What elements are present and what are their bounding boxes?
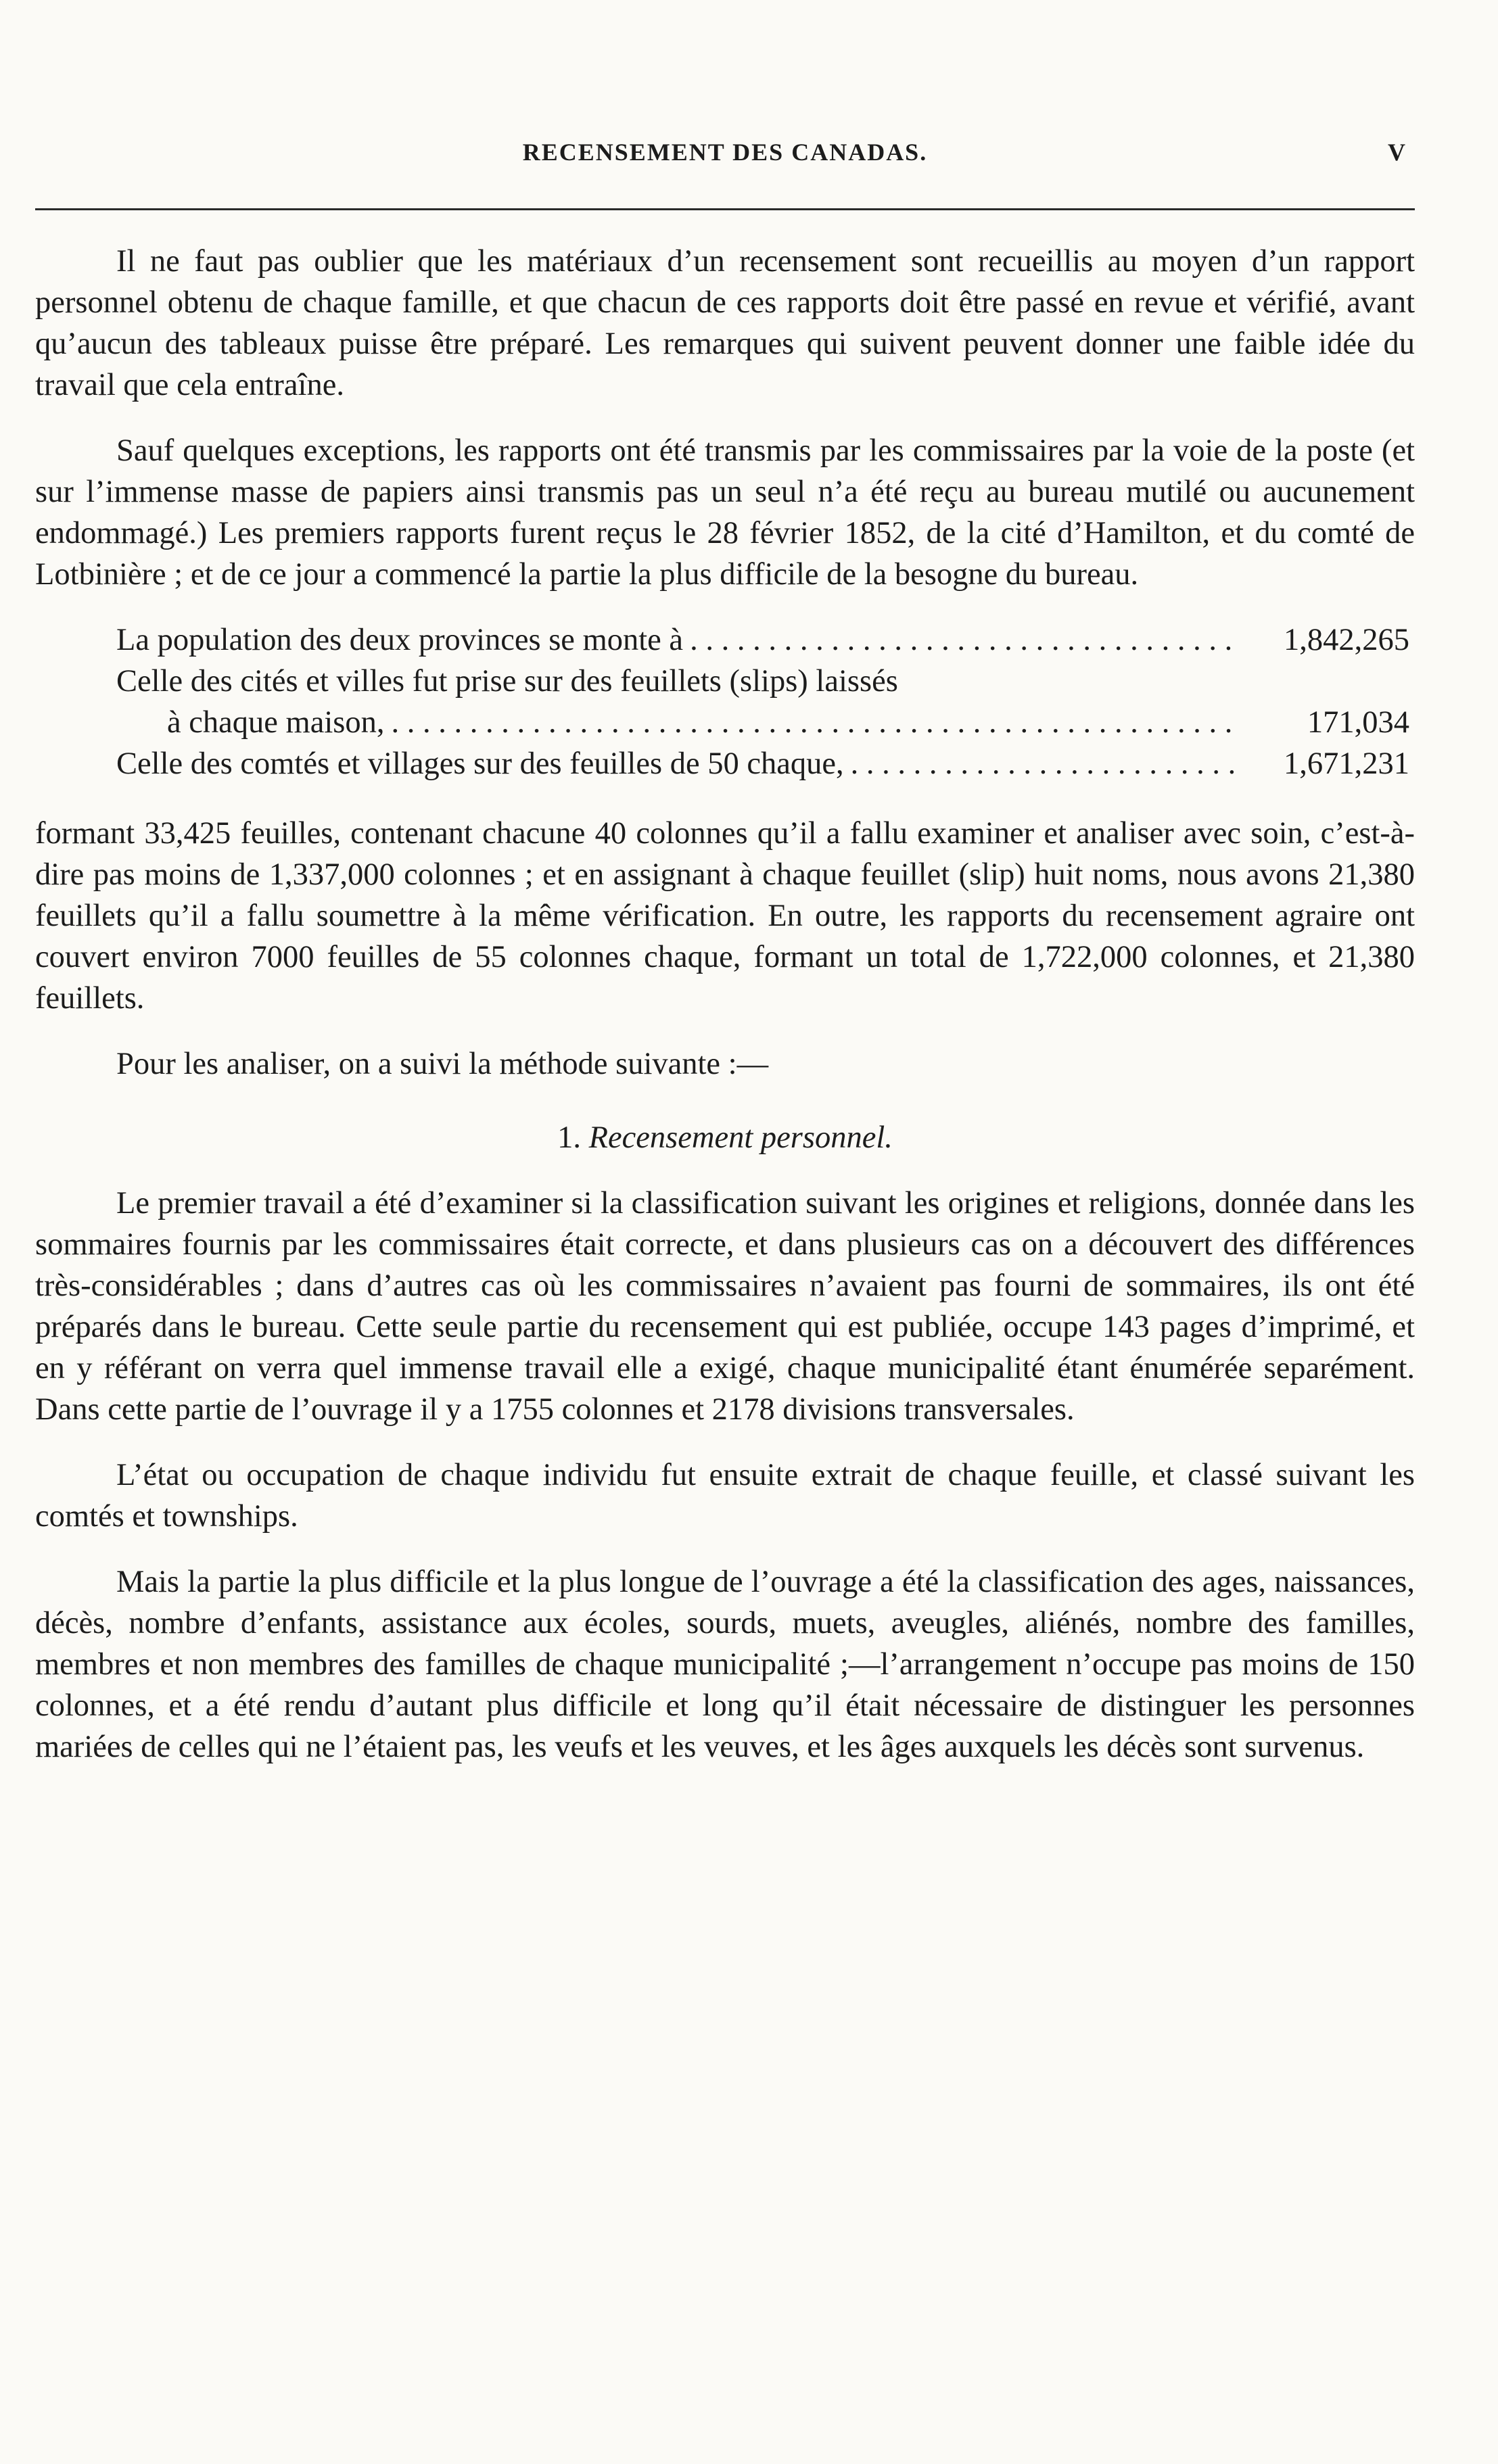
stat-label: Celle des cités et villes fut prise sur des feuillets (slips) laissés [116,664,898,698]
body-text [35,241,1415,1768]
dot-leader [690,619,1234,661]
stat-value: 1,842,265 [1284,623,1409,657]
paragraph: Mais la partie la plus difficile et la plus longue de l’ouvrage a été la classification des ages, naissances, décès, nombre d’enfants, assistance aux écoles, sourds, muets, aveugles, aliénés, nombre des familles, membres et non membres des familles de chaque municipalité ;—l’arrangement n’occupe pas moins de 150 colonnes, et a été rendu d’autant plus difficile et long qu’il était nécessaire de distinguer les personnes mariées de celles qui ne l’étaient pas, les veufs et les veuves, et les âges auxquels les décès sont survenus. [35,1565,1415,1764]
section-heading [35,1117,1415,1158]
header-rule [35,208,1415,210]
stat-line [35,619,1415,661]
dot-leader [392,702,1234,743]
paragraph: Il ne faut pas oublier que les matériaux d’un recensement sont recueillis au moyen d’un rapport personnel obtenu de chaque famille, et que chacun de ces rapports doit être passé en revue et vérifié, avant qu’aucun des tableaux puisse être préparé. Les remarques qui suivent peuvent donner une faible idée du travail que cela entraîne. [35,244,1415,402]
paragraph: Sauf quelques exceptions, les rapports ont été transmis par les commissaires par la voie de la poste (et sur l’immense masse de papiers ainsi transmis pas un seul n’a été reçu au bureau mutilé ou aucunement endommagé.) Les premiers rapports furent reçus le 28 février 1852, de la cité d’Hamilton, et du comté de Lotbinière ; et de ce jour a commencé la partie la plus difficile de la besogne du bureau. [35,433,1415,592]
section-title: Recensement personnel. [588,1120,893,1155]
paragraph: Pour les analiser, on a suivi la méthode suivante :— [116,1047,769,1081]
statistics-list [35,619,1415,784]
page-number: V [1388,139,1405,166]
paragraph: formant 33,425 feuilles, contenant chacune 40 colonnes qu’il a fallu examiner et analiser avec soin, c’est-à-dire pas moins de 1,337,000 colonnes ; et en assignant à chaque feuillet (slip) huit noms, nous avons 21,380 feuillets qu’il a fallu soumettre à la même vérification. En outre, les rapports du recensement agraire ont couvert environ 7000 feuilles de 55 colonnes chaque, formant un total de 1,722,000 colonnes, et 21,380 feuillets. [35,816,1415,1016]
stat-line [35,661,1415,743]
stat-label-continued: à chaque maison, [167,705,385,740]
section-number: 1. [557,1120,581,1155]
dot-leader [851,743,1234,784]
running-title: RECENSEMENT DES CANADAS. [522,139,928,166]
stat-value: 171,034 [1307,705,1409,740]
paragraph: L’état ou occupation de chaque individu fut ensuite extrait de chaque feuille, et classé suivant les comtés et townships. [35,1458,1415,1534]
stat-label: La population des deux provinces se monte à [116,623,684,657]
paragraph: Le premier travail a été d’examiner si la classification suivant les origines et religions, donnée dans les sommaires fournis par les commissaires était correcte, et dans plusieurs cas on a découvert des différences très-considérables ; dans d’autres cas où les commissaires n’avaient pas fourni de sommaires, ils ont été préparés dans le bureau. Cette seule partie du recensement qui est publiée, occupe 143 pages d’imprimé, et en y référant on verra quel immense travail elle a exigé, chaque municipalité étant énumérée separément. Dans cette partie de l’ouvrage il y a 1755 colonnes et 2178 divisions transversales. [35,1186,1415,1427]
stat-label: Celle des comtés et villages sur des feuilles de 50 chaque, [116,747,844,781]
stat-line [35,743,1415,784]
stat-value: 1,671,231 [1284,747,1409,781]
running-head [35,138,1415,179]
